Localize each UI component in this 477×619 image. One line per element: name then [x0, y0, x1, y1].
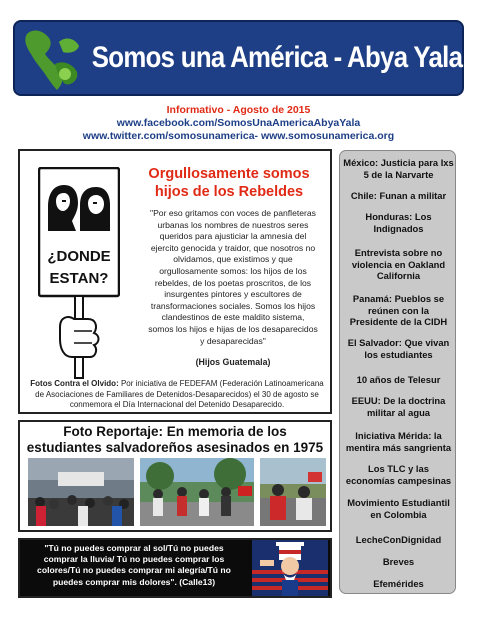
sidebar-item-leche[interactable]: LecheConDignidad [355, 534, 442, 545]
masthead-title: Somos una América - Abya Yala [91, 41, 463, 74]
sidebar-index [339, 150, 456, 594]
caption-label: Fotos Contra el Olvido: [30, 379, 119, 388]
sidebar-item-el-salvador[interactable]: El Salvador: Que vivan los estudiantes [347, 337, 450, 360]
poem-quote: "Tú no puedes comprar al sol/Tú no puedes comprar la lluvia/ Tú no puedes comprar los colores/Tú no puedes comprar mi alegría/Tú no puedes comprar mis dolores". (Calle13) [37, 543, 231, 587]
caption-text: Por iniciativa de FEDEFAM (Federación Latinoamericana de Asociaciones de Familiares de Detenidos-Desaparecidos) el 30 de agosto se conmemora el Día Internacional del Detenido Desaparecido. [35, 379, 324, 409]
twitter-website-links[interactable]: www.twitter.com/somosunamerica- www.somosunamerica.org [82, 130, 395, 142]
facebook-link[interactable]: www.facebook.com/SomosUnaAmericaAbyaYala [116, 117, 361, 129]
march-photo-3[interactable] [260, 458, 326, 526]
sidebar-item-telesur[interactable]: 10 años de Telesur [356, 374, 441, 385]
newsletter-date: Informativo - Agosto de 2015 [166, 104, 311, 116]
poem-box [18, 538, 332, 598]
sidebar-item-breves[interactable]: Breves [382, 556, 415, 567]
sign-text-line-2: ESTAN? [49, 270, 109, 287]
article-title: Orgullosamente somos hijos de los Rebeldes [148, 166, 310, 200]
article-source: (Hijos Guatemala) [195, 357, 271, 367]
march-photo-2[interactable] [140, 458, 254, 526]
photo-report-box [18, 420, 332, 532]
march-photo-1[interactable] [28, 458, 134, 526]
article-quote: "Por eso gritamos con voces de panfleteras urbanas los nombres de nuestros seres queridos para ajusticiar la amnesia del ejercito genocida y traidor, que nosotros no olvidamos, que existimos y que orgullosamente somos: los hijos de los rebeldes, de los poetas proscritos, de los insurgentes pintores y escultores de transformaciones sociales. Somos los hijos clandestinos de este maldito sistema, somos los hijos e hijas de los desaparecidos y desaparecidas" [148, 208, 318, 346]
photo-report-title[interactable]: Foto Reportaje: En memoria de los estudiantes salvadoreños asesinados en 1975 [26, 424, 324, 455]
sidebar-item-oakland[interactable]: Entrevista sobre no violencia en Oakland California [351, 247, 446, 282]
sidebar-item-colombia[interactable]: Movimiento Estudiantil en Colombia [347, 497, 450, 520]
sidebar-item-panama[interactable]: Panamá: Pueblos se reúnen con la Presidente de la CIDH [349, 293, 448, 328]
protest-sign-illustration [38, 167, 120, 379]
main-article-box [18, 149, 332, 414]
masthead-banner [13, 20, 464, 96]
sidebar-item-mexico[interactable]: México: Justicia para Ixs 5 de la Narvarte [343, 157, 454, 180]
sidebar-item-tlc[interactable]: Los TLC y las economías campesinas [345, 463, 452, 486]
sidebar-item-merida[interactable]: Iniciativa Mérida: la mentira más sangrienta [345, 430, 452, 453]
americas-map-logo [19, 24, 91, 94]
sidebar-item-honduras[interactable]: Honduras: Los Indignados [365, 211, 432, 234]
sidebar-item-efemerides[interactable]: Efemérides [373, 578, 424, 589]
article-caption [28, 379, 326, 411]
sidebar-item-chile[interactable]: Chile: Funan a militar [350, 190, 447, 201]
sidebar-item-eeuu[interactable]: EEUU: De la doctrina militar al agua [351, 395, 446, 418]
uncle-sam-image [252, 540, 328, 596]
sign-text-line-1: ¿DONDE [47, 248, 111, 265]
